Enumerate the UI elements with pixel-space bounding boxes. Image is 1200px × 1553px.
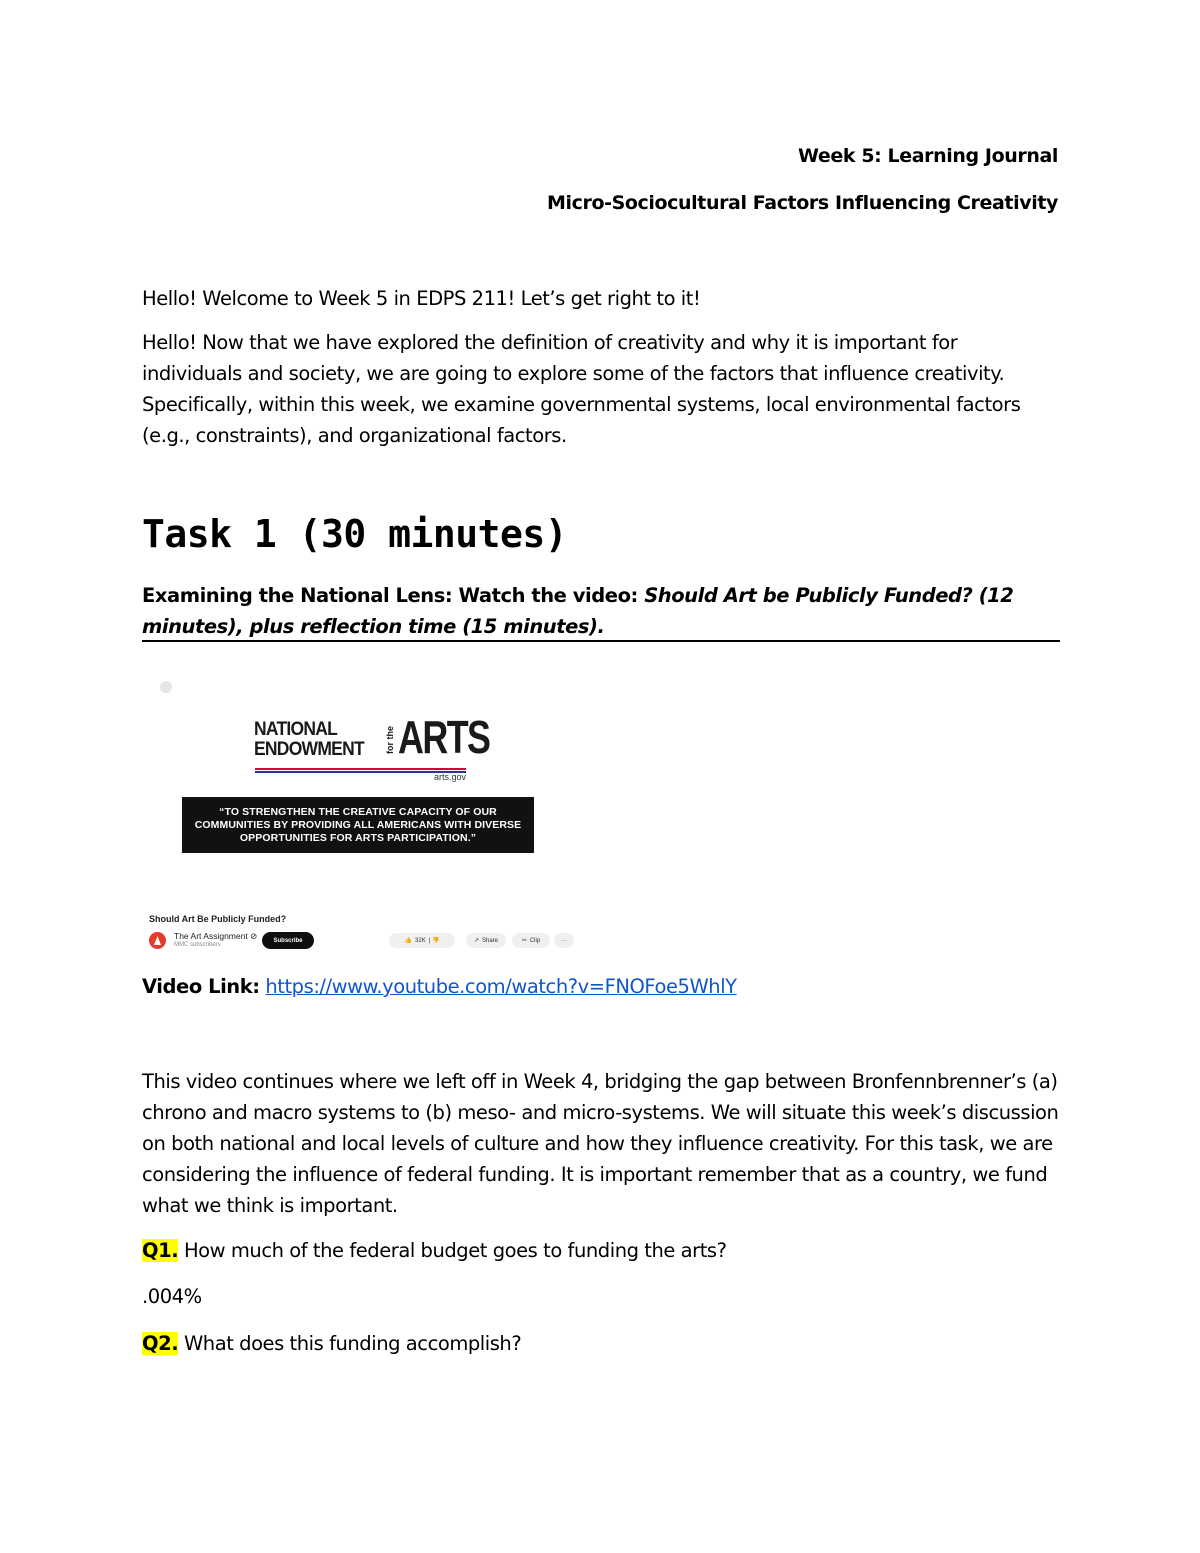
youtube-more-button: ···: [554, 933, 574, 948]
question-1: [142, 1239, 727, 1262]
nea-logo-for-the: for the: [385, 726, 395, 754]
nea-logo: [254, 711, 490, 784]
header-week-title: Week 5: Learning Journal: [798, 145, 1058, 167]
header-topic-title: Micro-Sociocultural Factors Influencing Creativity: [547, 192, 1058, 214]
nea-logo-arts: ARTS: [398, 711, 490, 763]
task-heading: Task 1 (30 minutes): [142, 512, 568, 556]
video-link-label: Video Link:: [142, 975, 260, 998]
youtube-channel-name: The Art Assignment ⊘: [174, 931, 258, 941]
video-link-row: [142, 975, 737, 998]
thumbs-up-icon: 👍: [404, 938, 413, 944]
question-2: [142, 1332, 521, 1355]
youtube-subscribe-button: Subscribe: [262, 932, 314, 949]
nea-logo-url: arts.gov: [433, 772, 466, 782]
scissors-icon: ✂: [521, 938, 527, 944]
question-1-answer[interactable]: .004%: [142, 1285, 202, 1308]
task-subtitle-lead: Examining the National Lens: Watch the video:: [142, 584, 645, 607]
youtube-share-label: Share: [482, 937, 499, 944]
nea-mission-quote: “TO STRENGTHEN THE CREATIVE CAPACITY OF OUR COMMUNITIES BY PROVIDING ALL AMERICANS WITH DIVERSE OPPORTUNITIES FOR ARTS PARTICIPATION.”: [182, 797, 534, 853]
stripe-red: [255, 768, 466, 770]
nea-logo-name-line1: NATIONAL: [254, 719, 338, 740]
question-2-text: What does this funding accomplish?: [178, 1332, 522, 1355]
task-subtitle: [142, 580, 1060, 642]
image-placeholder-icon: [160, 681, 172, 693]
youtube-like-count: 32K: [415, 937, 426, 944]
intro-greeting: Hello! Welcome to Week 5 in EDPS 211! Let’s get right to it!: [142, 287, 701, 310]
youtube-video-title: Should Art Be Publicly Funded?: [149, 914, 287, 924]
youtube-share-button: [466, 933, 506, 948]
intro-paragraph: Hello! Now that we have explored the definition of creativity and why it is important for individuals and society, we are going to explore some of the factors that influence creativity. Specifically, within this week, we examine governmental systems, local environmental factors (e.g., constraints), and organizational factors.: [142, 331, 1021, 447]
youtube-clip-button: [512, 933, 550, 948]
task-subtitle-video-title: Should Art be Publicly Funded? (12 minutes), plus reflection time (15 minutes).: [142, 584, 1014, 638]
question-2-label: Q2.: [142, 1332, 179, 1355]
thumbs-down-icon: | 👎: [428, 938, 440, 944]
channel-avatar-icon: [149, 932, 166, 949]
share-icon: ↗: [473, 938, 479, 944]
youtube-clip-label: Clip: [529, 937, 541, 944]
youtube-subscriber-count: MMC subscribers: [174, 942, 221, 948]
nea-logo-name-line2: ENDOWMENT: [254, 739, 364, 760]
youtube-like-button: [389, 933, 455, 948]
question-1-label: Q1.: [142, 1239, 179, 1262]
question-1-text: How much of the federal budget goes to funding the arts?: [178, 1239, 727, 1262]
video-context-paragraph: This video continues where we left off in Week 4, bridging the gap between Bronfennbrenner’s (a) chrono and macro systems to (b) meso- and micro-systems. We will situate this week’s discussion on both national and local levels of culture and how they influence creativity. For this task, we are considering the influence of federal funding. It is important remember that as a country, we fund what we think is important.: [142, 1070, 1059, 1217]
section-divider: [142, 640, 1060, 642]
nea-logo-name: [254, 720, 364, 760]
video-link[interactable]: https://www.youtube.com/watch?v=FNOFoe5WhlY: [265, 975, 737, 998]
